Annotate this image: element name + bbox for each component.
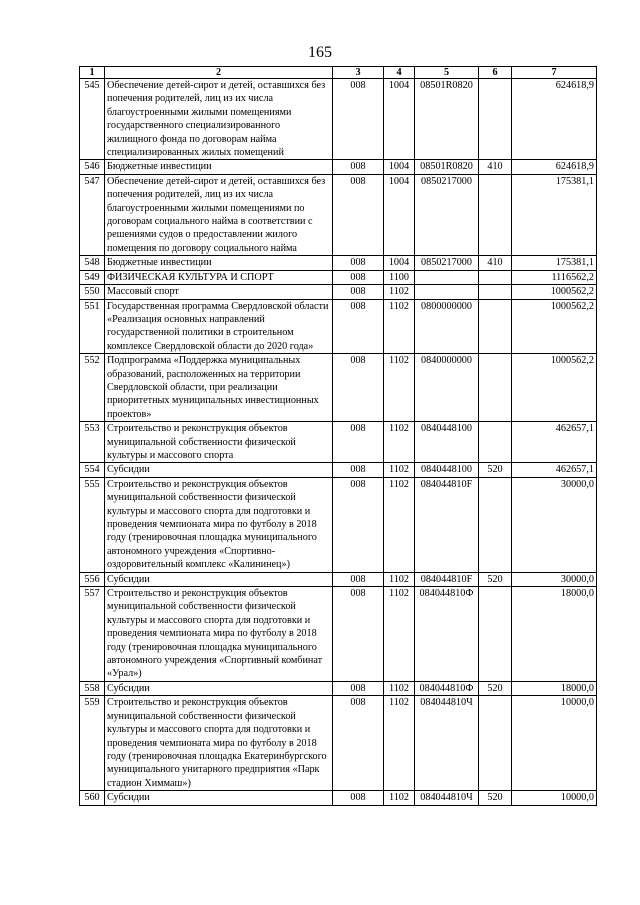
budget-table [79, 66, 597, 806]
row-section-code: 1100 [384, 270, 415, 284]
row-target-article: 084044810Ф [415, 587, 479, 682]
table-row [80, 696, 597, 791]
row-expense-type: 410 [479, 256, 512, 270]
row-department-code: 008 [333, 270, 384, 284]
row-department-code: 008 [333, 422, 384, 463]
row-target-article [415, 270, 479, 284]
row-department-code: 008 [333, 587, 384, 682]
column-header-target-article: 5 [415, 67, 479, 79]
row-section-code: 1102 [384, 422, 415, 463]
row-target-article: 084044810Ф [415, 681, 479, 695]
row-section-code: 1102 [384, 572, 415, 586]
row-expense-type [479, 79, 512, 160]
row-department-code: 008 [333, 160, 384, 174]
row-department-code: 008 [333, 285, 384, 299]
table-row [80, 477, 597, 572]
row-number: 546 [80, 160, 105, 174]
table-row [80, 160, 597, 174]
row-number: 552 [80, 354, 105, 422]
row-sum: 1000562,2 [512, 299, 597, 354]
row-section-code: 1004 [384, 174, 415, 255]
row-number: 551 [80, 299, 105, 354]
row-department-code: 008 [333, 299, 384, 354]
row-name: Строительство и реконструкция объектов муниципальной собственности физической культуры и массового спорта [105, 422, 333, 463]
row-number: 549 [80, 270, 105, 284]
table-row [80, 572, 597, 586]
row-section-code: 1102 [384, 587, 415, 682]
row-expense-type [479, 285, 512, 299]
column-header-department: 3 [333, 67, 384, 79]
row-number: 553 [80, 422, 105, 463]
table-row [80, 463, 597, 477]
row-sum: 18000,0 [512, 681, 597, 695]
row-sum: 175381,1 [512, 256, 597, 270]
table-row [80, 79, 597, 160]
table-row [80, 256, 597, 270]
row-department-code: 008 [333, 79, 384, 160]
table-row [80, 681, 597, 695]
row-section-code: 1102 [384, 285, 415, 299]
row-number: 557 [80, 587, 105, 682]
row-target-article: 084044810Ч [415, 791, 479, 805]
row-expense-type: 520 [479, 463, 512, 477]
table-row [80, 791, 597, 805]
row-department-code: 008 [333, 791, 384, 805]
row-department-code: 008 [333, 256, 384, 270]
row-expense-type: 520 [479, 681, 512, 695]
row-department-code: 008 [333, 354, 384, 422]
row-section-code: 1102 [384, 696, 415, 791]
row-expense-type [479, 270, 512, 284]
column-header-expense-type: 6 [479, 67, 512, 79]
row-section-code: 1102 [384, 463, 415, 477]
row-name: Строительство и реконструкция объектов муниципальной собственности физической культуры и массового спорта для подготовки и проведения чемпионата мира по футболу в 2018 году (тренировочная площадка муниципального автономного учреждения «Спортивный комбинат «Урал») [105, 587, 333, 682]
row-name: Массовый спорт [105, 285, 333, 299]
row-number: 554 [80, 463, 105, 477]
row-section-code: 1102 [384, 477, 415, 572]
row-number: 558 [80, 681, 105, 695]
row-target-article: 0850217000 [415, 174, 479, 255]
row-name: Бюджетные инвестиции [105, 160, 333, 174]
column-header-sum: 7 [512, 67, 597, 79]
row-section-code: 1102 [384, 791, 415, 805]
row-target-article: 08501R0820 [415, 160, 479, 174]
row-department-code: 008 [333, 477, 384, 572]
row-name: Строительство и реконструкция объектов муниципальной собственности физической культуры и массового спорта для подготовки и проведения чемпионата мира по футболу в 2018 году (тренировочная площадка Екатеринбургского муниципального унитарного предприятия «Парк стадион Химмаш») [105, 696, 333, 791]
row-name: Субсидии [105, 463, 333, 477]
row-name: Строительство и реконструкция объектов муниципальной собственности физической культуры и массового спорта для подготовки и проведения чемпионата мира по футболу в 2018 году (тренировочная площадка муниципального автономного учреждения «Спортивно-оздоровительный комплекс «Калининец») [105, 477, 333, 572]
row-sum: 624618,9 [512, 160, 597, 174]
row-sum: 462657,1 [512, 422, 597, 463]
row-sum: 1116562,2 [512, 270, 597, 284]
row-sum: 10000,0 [512, 696, 597, 791]
row-number: 559 [80, 696, 105, 791]
row-number: 556 [80, 572, 105, 586]
table-row [80, 299, 597, 354]
row-target-article: 0840000000 [415, 354, 479, 422]
row-name: Обеспечение детей-сирот и детей, оставшихся без попечения родителей, лиц из их числа благоустроенными жилыми помещениями по договорам социального найма в соответствии с решениями судов о предоставлении жилого помещения по договору социального найма [105, 174, 333, 255]
page-number: 165 [308, 44, 332, 61]
row-number: 545 [80, 79, 105, 160]
row-name: Подпрограмма «Поддержка муниципальных образований, расположенных на территории Свердловской области, при реализации приоритетных муниципальных инвестиционных проектов» [105, 354, 333, 422]
row-expense-type [479, 299, 512, 354]
row-target-article [415, 285, 479, 299]
row-expense-type [479, 477, 512, 572]
column-header-num: 1 [80, 67, 105, 79]
row-number: 548 [80, 256, 105, 270]
row-expense-type [479, 422, 512, 463]
row-section-code: 1004 [384, 79, 415, 160]
column-header-name: 2 [105, 67, 333, 79]
row-sum: 1000562,2 [512, 354, 597, 422]
row-target-article: 0800000000 [415, 299, 479, 354]
row-name: Субсидии [105, 791, 333, 805]
row-target-article: 0850217000 [415, 256, 479, 270]
row-number: 555 [80, 477, 105, 572]
row-department-code: 008 [333, 696, 384, 791]
row-number: 560 [80, 791, 105, 805]
row-expense-type: 520 [479, 572, 512, 586]
table-row [80, 354, 597, 422]
row-department-code: 008 [333, 572, 384, 586]
row-department-code: 008 [333, 174, 384, 255]
table-body [80, 79, 597, 806]
table-row [80, 422, 597, 463]
row-target-article: 0840448100 [415, 422, 479, 463]
row-sum: 175381,1 [512, 174, 597, 255]
row-target-article: 084044810F [415, 572, 479, 586]
row-sum: 1000562,2 [512, 285, 597, 299]
row-name: Субсидии [105, 681, 333, 695]
row-section-code: 1004 [384, 256, 415, 270]
row-number: 547 [80, 174, 105, 255]
row-sum: 18000,0 [512, 587, 597, 682]
table-header-row [80, 67, 597, 79]
row-section-code: 1004 [384, 160, 415, 174]
row-name: Обеспечение детей-сирот и детей, оставшихся без попечения родителей, лиц из их числа благоустроенными жилыми помещениями государственного специализированного жилищного фонда по договорам найма специализированных жилых помещений [105, 79, 333, 160]
row-sum: 30000,0 [512, 477, 597, 572]
table-row [80, 285, 597, 299]
row-expense-type: 520 [479, 791, 512, 805]
row-target-article: 0840448100 [415, 463, 479, 477]
row-expense-type: 410 [479, 160, 512, 174]
row-department-code: 008 [333, 463, 384, 477]
row-number: 550 [80, 285, 105, 299]
row-name: Субсидии [105, 572, 333, 586]
row-sum: 10000,0 [512, 791, 597, 805]
table-row [80, 174, 597, 255]
column-header-section: 4 [384, 67, 415, 79]
row-expense-type [479, 354, 512, 422]
row-target-article: 08501R0820 [415, 79, 479, 160]
row-expense-type [479, 174, 512, 255]
row-target-article: 084044810Ч [415, 696, 479, 791]
row-sum: 624618,9 [512, 79, 597, 160]
row-name: Государственная программа Свердловской области «Реализация основных направлений государственной политики в строительном комплексе Свердловской области до 2020 года» [105, 299, 333, 354]
table-row [80, 587, 597, 682]
row-name: ФИЗИЧЕСКАЯ КУЛЬТУРА И СПОРТ [105, 270, 333, 284]
row-target-article: 084044810F [415, 477, 479, 572]
row-section-code: 1102 [384, 299, 415, 354]
row-section-code: 1102 [384, 681, 415, 695]
row-name: Бюджетные инвестиции [105, 256, 333, 270]
row-sum: 30000,0 [512, 572, 597, 586]
row-expense-type [479, 587, 512, 682]
row-sum: 462657,1 [512, 463, 597, 477]
table-row [80, 270, 597, 284]
row-department-code: 008 [333, 681, 384, 695]
row-section-code: 1102 [384, 354, 415, 422]
row-expense-type [479, 696, 512, 791]
